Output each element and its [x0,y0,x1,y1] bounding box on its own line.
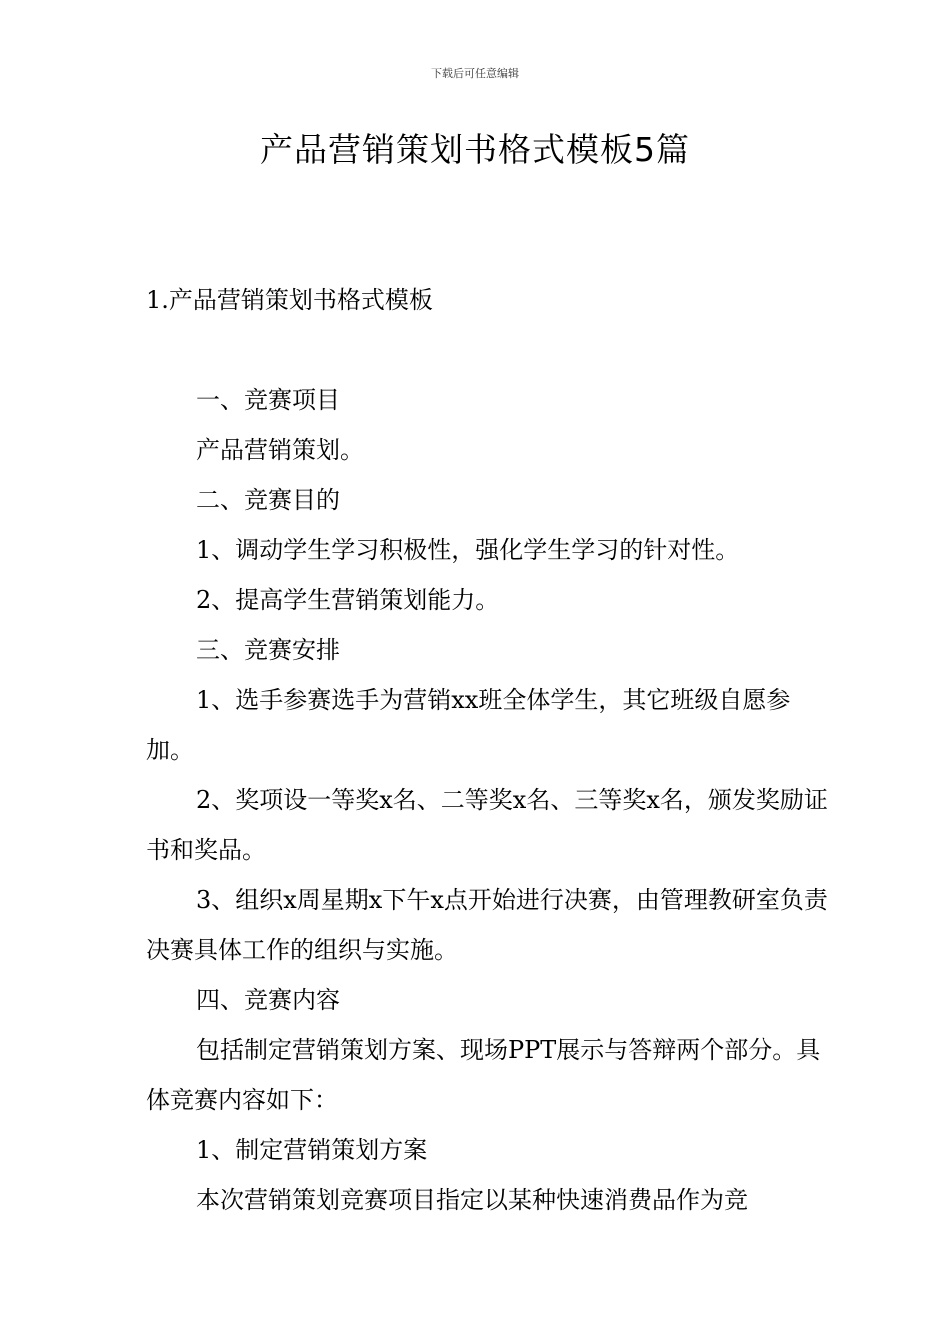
paragraph: 本次营销策划竞赛项目指定以某种快速消费品作为竞 [196,1186,748,1214]
header-note: 下载后可任意编辑 [431,67,519,80]
paragraph: 2、提高学生营销策划能力。 [196,586,500,614]
paragraph: 1、调动学生学习积极性，强化学生学习的针对性。 [196,536,740,564]
paragraph: 一、竞赛项目 [196,386,340,414]
paragraph: 包括制定营销策划方案、现场PPT展示与答辩两个部分。具体竞赛内容如下： [146,1036,821,1114]
paragraph: 四、竞赛内容 [196,986,340,1014]
paragraph: 1、选手参赛选手为营销xx班全体学生，其它班级自愿参加。 [146,686,791,764]
document-title: 产品营销策划书格式模板5篇 [260,130,690,169]
section-heading: 1.产品营销策划书格式模板 [146,286,433,314]
document-body [146,375,836,1225]
paragraph: 二、竞赛目的 [196,486,340,514]
paragraph: 2、奖项设一等奖x名、二等奖x名、三等奖x名，颁发奖励证书和奖品。 [146,786,828,864]
paragraph: 1、制定营销策划方案 [196,1136,428,1164]
paragraph: 3、组织x周星期x下午x点开始进行决赛，由管理教研室负责决赛具体工作的组织与实施。 [146,886,828,964]
paragraph: 三、竞赛安排 [196,636,340,664]
paragraph: 产品营销策划。 [196,436,364,464]
